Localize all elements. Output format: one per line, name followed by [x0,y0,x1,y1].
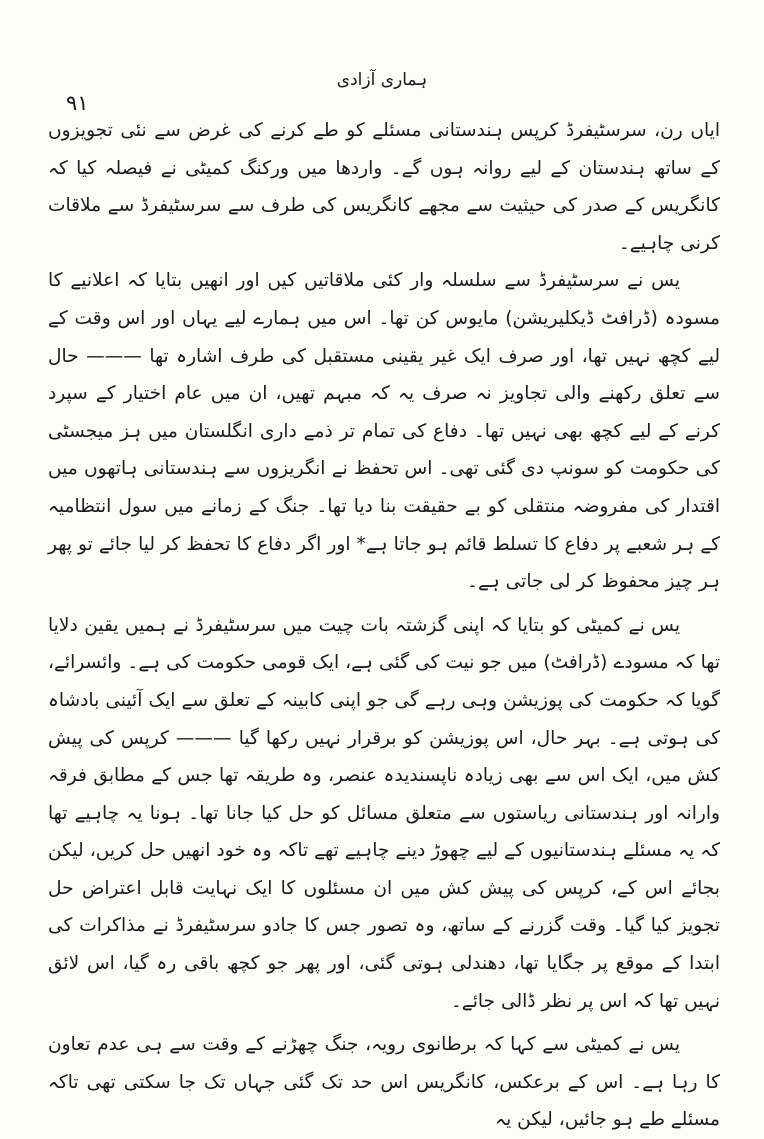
running-title: ہماری آزادی [336,70,428,90]
paragraph-3: یس نے کمیٹی کو بتایا کہ اپنی گزشتہ بات چیت میں سرسٹیفرڈ نے ہمیں یقین دلایا تھا کہ مسودے (ڈرافٹ) میں جو نیت کی گئی ہے، ایک قومی حکومت کی ہے۔ وائسرائے، گویا کہ حکومت کی پوزیشن وہی رہے گی جو اپنی کابینہ کے تعلق سے ایک آئینی بادشاہ کی ہوتی ہے۔ بہر حال، اس پوزیشن کو برقرار نہیں رکھا گیا ——— کرپس کی پیش کش میں، ایک اس سے بھی زیادہ ناپسندیدہ عنصر، وہ طریقہ تھا جس کے مطابق فرقہ وارانہ اور ہندستانی ریاستوں سے متعلق مسائل کو حل کیا جانا تھا۔ ہونا یہ چاہیے تھا کہ یہ مسئلے ہندستانیوں کے لیے چھوڑ دینے چاہیے تھے تاکہ وہ خود انھیں حل کریں، لیکن بجائے اس کے، کرپس کی پیش کش میں ان مسئلوں کا ایک نہایت قابل اعتراض حل تجویز کیا گیا۔ وقت گزرنے کے ساتھ، وہ تصور جس کا جادو سرسٹیفرڈ نے مذاکرات کی ابتدا کے موقع پر جگایا تھا، دھندلی ہوتی گئی، اور پھر جو کچھ باقی رہ گیا، اس لائق نہیں تھا کہ اس پر نظر ڈالی جائے۔ [48,614,720,1012]
paragraph-1: ایاں رن، سرسٹیفرڈ کرپس ہندستانی مسئلے کو طے کرنے کی غرض سے نئی تجویزوں کے ساتھ ہندستان کے لیے روانہ ہوں گے۔ واردھا میں ورکنگ کمیٹی نے فیصلہ کیا کہ کانگریس کے صدر کی حیثیت سے مجھے کانگریس کی طرف سے سرسٹیفرڈ سے ملاقات کرنی چاہیے۔ [48,120,720,254]
body-text [48,112,720,1139]
paragraph-4: یس نے کمیٹی سے کہا کہ برطانوی رویہ، جنگ چھڑنے کے وقت سے ہی عدم تعاون کا رہا ہے۔ اس کے برعکس، کانگریس اس حد تک گئی جہاں تک جا سکتی تھی تاکہ مسئلے طے ہو جائیں، لیکن یہ [48,1034,720,1131]
page-number: ٩١ [66,91,89,115]
paragraph-2: یس نے سرسٹیفرڈ سے سلسلہ وار کئی ملاقاتیں کیں اور انھیں بتایا کہ اعلانیے کا مسودہ (ڈرافٹ ڈیکلیریشن) مایوس کن تھا۔ اس میں ہمارے لیے یہاں اور اس وقت کے لیے کچھ نہیں تھا، اور صرف ایک غیر یقینی مستقبل کی طرف اشارہ تھا ——— حال سے تعلق رکھنے والی تجاویز نہ صرف یہ کہ مبہم تھیں، ان میں عام اختیار کے سپرد کرنے کے لیے کچھ بھی نہیں تھا۔ دفاع کی تمام تر ذمے داری انگلستان میں ہز میجسٹی کی حکومت کو سونپ دی گئی تھی۔ اس تحفظ نے انگریزوں سے ہندستانی ہاتھوں میں اقتدار کی مفروضہ منتقلی کو بے حقیقت بنا دیا تھا۔ جنگ کے زمانے میں سول انتظامیہ کے ہر شعبے پر دفاع کا تسلط قائم ہو جاتا ہے* اور اگر دفاع کا تحفظ کر لیا جائے تو پھر ہر چیز محفوظ کر لی جاتی ہے۔ [48,270,720,593]
